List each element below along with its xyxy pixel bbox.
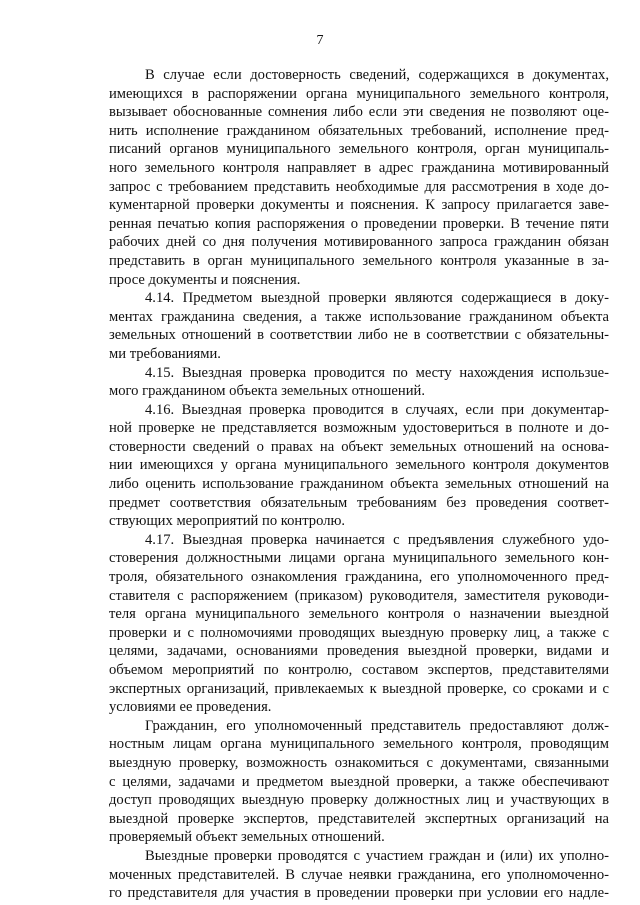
paragraph bbox=[109, 401, 609, 531]
text-line: ной проверке не представляется возможным удостовериться в полноте и до- bbox=[109, 420, 609, 437]
paragraph bbox=[109, 289, 609, 363]
text-line: нии имеющихся у органа муниципального земельного контроля документов bbox=[109, 457, 609, 474]
text-line: целями, задачами, основаниями проведения выездной проверки, видами и bbox=[109, 643, 609, 660]
text-line: стоверности сведений о правах на объект земельных отношений на основа- bbox=[109, 438, 609, 455]
text-line: 4.14. Предметом выездной проверки являются содержащиеся в доку- bbox=[145, 290, 609, 307]
text-line: ми требованиями. bbox=[109, 345, 221, 362]
text-line: 4.17. Выездная проверка начинается с предъявления служебного удо- bbox=[145, 531, 609, 548]
text-line: го представителя для участия в проведении проверки при условии его надле- bbox=[109, 885, 609, 902]
paragraph bbox=[109, 847, 609, 903]
document-body bbox=[109, 66, 609, 903]
text-line: ставителя с распоряжением (приказом) руководителя, заместителя руководи- bbox=[109, 587, 609, 604]
text-line: проверки и с полномочиями проводящих выездную проверку лиц, а также с bbox=[109, 624, 609, 641]
text-line: моченных представителей. В случае неявки гражданина, его уполномоченно- bbox=[109, 866, 609, 883]
text-line: Выездные проверки проводятся с участием граждан и (или) их уполно- bbox=[145, 847, 609, 864]
text-line: земельных отношений в соответствии либо не в соответствии с обязательны- bbox=[109, 327, 609, 344]
text-line: стоверения должностными лицами органа муниципального земельного кон- bbox=[109, 550, 609, 567]
text-line: просе документы и пояснения. bbox=[109, 271, 301, 288]
text-line: Гражданин, его уполномоченный представитель предоставляют долж- bbox=[145, 717, 609, 734]
text-line: либо оценить использование гражданином объекта земельных отношений на bbox=[109, 476, 609, 493]
text-line: рабочих дней со дня получения мотивированного запроса гражданин обязан bbox=[109, 234, 609, 251]
text-line: теля органа муниципального земельного контроля о назначении выездной bbox=[109, 606, 609, 623]
text-line: условиями ее проведения. bbox=[109, 699, 272, 716]
paragraph bbox=[109, 717, 609, 847]
text-line: ментах гражданина сведения, а также использование гражданином объекта bbox=[109, 308, 609, 325]
text-line: кументарной проверки документы и пояснения. К запросу прилагается заве- bbox=[109, 197, 609, 214]
text-line: выездной проверке экспертов, представителей экспертных организаций на bbox=[109, 810, 609, 827]
text-line: объемом мероприятий по контролю, составом экспертов, представителями bbox=[109, 662, 609, 678]
text-line: представить в орган муниципального земельного контроля указанные в за- bbox=[109, 252, 609, 269]
text-line: нить исполнение гражданином обязательных требований, исполнение пред- bbox=[109, 122, 609, 139]
text-line: 4.16. Выездная проверка проводится в случаях, если при документар- bbox=[145, 401, 609, 418]
text-line: проверяемый объект земельных отношений. bbox=[109, 829, 385, 846]
page-number: 7 bbox=[316, 33, 324, 48]
text-line: запрос с требованием представить необходимые для рассмотрения в ходе до- bbox=[109, 178, 609, 195]
text-line: имеющихся в распоряжении органа муниципального земельного контроля, bbox=[109, 85, 609, 102]
text-line: экспертных организаций, привлекаемых к выездной проверке, со сроками и с bbox=[109, 680, 609, 697]
paragraph bbox=[109, 364, 609, 401]
text-line: вызывает обоснованные сомнения либо если эти сведения не позволяют оце- bbox=[109, 104, 609, 121]
paragraph bbox=[109, 531, 609, 717]
text-line: с целями, задачами и предметом выездной проверки, а также обеспечивают bbox=[109, 773, 609, 790]
paragraph bbox=[109, 66, 609, 289]
text-line: мого гражданином объекта земельных отношений. bbox=[109, 383, 425, 400]
text-line: В случае если достоверность сведений, содержащихся в документах, bbox=[145, 67, 609, 83]
text-line: 4.15. Выездная проверка проводится по месту нахождения использue- bbox=[145, 364, 609, 381]
text-line: ностным лицам органа муниципального земельного контроля, проводящим bbox=[109, 736, 609, 753]
text-line: предмет соответствия обязательным требованиям без проведения соответ- bbox=[109, 494, 609, 511]
text-line: доступ проводящих выездную проверку должностных лиц и участвующих в bbox=[109, 792, 609, 809]
text-line: выездную проверку, возможность ознакомиться с документами, связанными bbox=[109, 754, 609, 771]
text-line: ствующих мероприятий по контролю. bbox=[109, 513, 346, 530]
text-line: ного земельного контроля направляет в адрес гражданина мотивированный bbox=[109, 159, 609, 176]
text-line: ренная печатью копия распоряжения о проведении проверки. В течение пяти bbox=[109, 215, 609, 232]
text-line: троля, обязательного ознакомления гражданина, его уполномоченного пред- bbox=[109, 569, 609, 586]
text-line: писаний органов муниципального земельного контроля, орган муниципаль- bbox=[109, 141, 609, 158]
